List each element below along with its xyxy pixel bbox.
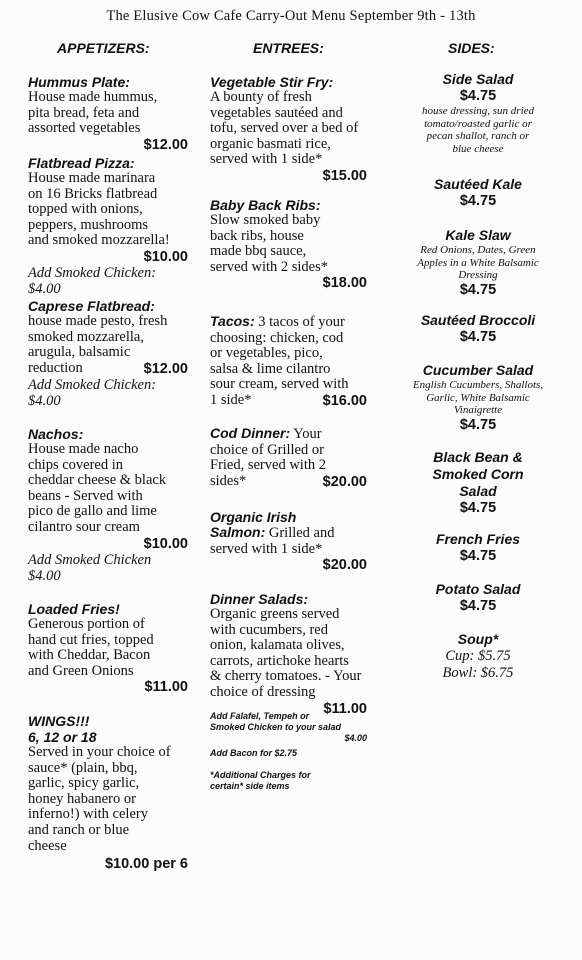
item-desc-line: and smoked mozzarella! bbox=[28, 232, 170, 249]
menu-item-caprese bbox=[28, 298, 188, 409]
item-desc-line: choice of dressing bbox=[210, 683, 316, 700]
item-desc-line: arugula, balsamic bbox=[28, 344, 131, 361]
item-price: $10.00 per 6 bbox=[104, 856, 188, 873]
menu-item-loaded-fries bbox=[28, 601, 188, 695]
item-desc-line: smoked mozzarella, bbox=[28, 328, 144, 345]
charges-note: *Additional Charges for bbox=[210, 770, 311, 780]
item-desc-start: 3 tacos of your bbox=[254, 314, 345, 330]
side-price: $4.75 bbox=[459, 88, 497, 104]
item-name: Vegetable Stir Fry: bbox=[210, 74, 334, 90]
entrees-heading: ENTREES: bbox=[253, 40, 324, 56]
sides-column bbox=[393, 0, 563, 960]
item-desc-line: tofu, served over a bed of bbox=[210, 120, 359, 137]
item-desc-line: peppers, mushrooms bbox=[28, 216, 149, 233]
side-desc-line: tomato/roasted garlic or bbox=[424, 117, 532, 130]
menu-item-stir-fry bbox=[210, 74, 367, 184]
side-name: Kale Slaw bbox=[445, 227, 511, 243]
item-price: $11.00 bbox=[323, 700, 367, 717]
side-price: $4.75 bbox=[459, 329, 497, 345]
side-desc-line: Vinaigrette bbox=[453, 404, 503, 416]
item-desc-line: & cherry tomatoes. - Your bbox=[210, 668, 362, 685]
side-black-bean-salad bbox=[393, 449, 563, 517]
side-french-fries bbox=[393, 531, 563, 565]
item-desc-line: 1 side* bbox=[210, 391, 252, 408]
item-desc-line: or vegetables, pico, bbox=[210, 345, 323, 362]
item-desc-line: served with 2 sides* bbox=[210, 258, 328, 275]
side-desc-line: house dressing, sun dried bbox=[421, 105, 535, 117]
salad-addons bbox=[210, 711, 367, 792]
side-name: Sautéed Kale bbox=[434, 176, 522, 192]
item-price: $12.00 bbox=[143, 136, 188, 153]
item-desc-line: with Cheddar, Bacon bbox=[28, 647, 151, 664]
item-first-line bbox=[210, 525, 367, 542]
addon-text: Add Smoked Chicken: bbox=[28, 264, 157, 281]
item-price: $20.00 bbox=[322, 473, 367, 490]
sides-heading: SIDES: bbox=[448, 40, 495, 56]
item-desc-line: House made marinara bbox=[28, 170, 156, 186]
side-price: $4.75 bbox=[459, 500, 497, 516]
side-name: Cucumber Salad bbox=[422, 362, 534, 378]
side-name: Smoked Corn bbox=[432, 466, 524, 482]
item-name: Flatbread Pizza: bbox=[28, 155, 135, 171]
item-desc-line: cheddar cheese & black bbox=[28, 472, 167, 489]
side-name: Salad bbox=[459, 483, 497, 499]
addon-price: $4.00 bbox=[344, 733, 367, 743]
menu-item-hummus bbox=[28, 74, 188, 153]
item-desc-line: A bounty of fresh bbox=[210, 89, 312, 105]
item-price: $10.00 bbox=[143, 248, 188, 265]
item-price: $12.00 bbox=[143, 360, 188, 377]
item-desc-line: made bbq sauce, bbox=[210, 243, 307, 260]
side-sauteed-kale bbox=[393, 176, 563, 210]
side-price: $4.75 bbox=[459, 281, 497, 298]
side-desc-line: Red Onions, Dates, Green bbox=[420, 244, 536, 256]
item-desc-line: back ribs, house bbox=[210, 227, 304, 244]
menu-item-cod bbox=[210, 426, 367, 490]
item-desc-line: House made hummus, bbox=[28, 89, 158, 105]
side-price: $4.75 bbox=[459, 416, 497, 433]
item-desc-line: served with 1 side* bbox=[210, 540, 323, 557]
item-desc-line: vegetables sautéed and bbox=[210, 104, 343, 121]
item-desc-line: salsa & lime cilantro bbox=[210, 360, 331, 377]
addon-note: Smoked Chicken to your salad bbox=[210, 722, 342, 732]
soup-bowl-price: Bowl: $6.75 bbox=[442, 665, 514, 681]
item-desc-line: garlic, spicy garlic, bbox=[28, 775, 140, 792]
side-price: $4.75 bbox=[459, 598, 497, 614]
item-price: $10.00 bbox=[143, 535, 188, 552]
item-desc-line: chips covered in bbox=[28, 456, 124, 473]
item-desc-line: pita bread, feta and bbox=[28, 104, 140, 121]
menu-item-dinner-salads bbox=[210, 591, 367, 717]
menu-item-ribs bbox=[210, 197, 367, 291]
item-first-line bbox=[210, 426, 367, 443]
appetizers-column bbox=[28, 0, 188, 960]
addon-text: Add Smoked Chicken: bbox=[28, 376, 157, 393]
side-soup bbox=[393, 631, 563, 682]
price-row bbox=[210, 393, 367, 409]
item-desc-line: Served in your choice of bbox=[28, 744, 171, 760]
side-price: $4.75 bbox=[459, 193, 497, 209]
item-first-line bbox=[210, 314, 367, 331]
menu-item-salmon bbox=[210, 509, 367, 573]
side-name: Sautéed Broccoli bbox=[420, 312, 536, 328]
side-desc-line: Dressing bbox=[458, 269, 498, 281]
addon-price: $4.00 bbox=[28, 280, 61, 297]
item-desc-line: and ranch or blue bbox=[28, 821, 130, 838]
item-name: Cod Dinner: bbox=[210, 425, 291, 441]
side-desc-line: Garlic, White Balsamic bbox=[426, 391, 530, 404]
item-desc-line: cilantro sour cream bbox=[28, 518, 140, 535]
item-desc-line: sauce* (plain, bbq, bbox=[28, 759, 138, 776]
appetizers-heading: APPETIZERS: bbox=[57, 40, 150, 56]
item-desc-line: Fried, served with 2 bbox=[210, 457, 326, 474]
item-desc-line: carrots, artichoke hearts bbox=[210, 652, 349, 669]
side-desc-line: pecan shallot, ranch or bbox=[426, 130, 530, 142]
item-name: Caprese Flatbread: bbox=[28, 298, 155, 314]
item-name: Dinner Salads: bbox=[210, 591, 309, 607]
item-price: $20.00 bbox=[322, 557, 367, 574]
item-name: Tacos: bbox=[210, 313, 255, 329]
item-desc-line: inferno!) with celery bbox=[28, 806, 148, 823]
item-desc-line: House made nacho bbox=[28, 441, 139, 457]
item-desc-start: Grilled and bbox=[265, 525, 335, 541]
side-sauteed-broccoli bbox=[393, 312, 563, 346]
item-desc-line: choice of Grilled or bbox=[210, 441, 324, 458]
item-desc-line: onion, kalamata olives, bbox=[210, 637, 345, 654]
item-desc-line: honey habanero or bbox=[28, 790, 136, 807]
item-desc-line: Organic greens served bbox=[210, 606, 340, 622]
item-desc-line: house made pesto, fresh bbox=[28, 313, 168, 329]
item-price: $16.00 bbox=[322, 392, 367, 409]
item-desc-line: served with 1 side* bbox=[210, 151, 323, 168]
item-desc-line: Slow smoked baby bbox=[210, 212, 321, 228]
item-desc-line: Generous portion of bbox=[28, 616, 145, 632]
item-desc-line: beans - Served with bbox=[28, 487, 143, 504]
item-name: Organic Irish bbox=[210, 509, 297, 525]
addon-price: $4.00 bbox=[28, 392, 61, 409]
addon-note: Add Falafel, Tempeh or bbox=[210, 711, 310, 721]
item-name: WINGS!!! bbox=[28, 713, 90, 729]
side-price: $4.75 bbox=[459, 548, 497, 564]
item-name: Loaded Fries! bbox=[28, 601, 120, 617]
side-name: Potato Salad bbox=[435, 581, 521, 597]
item-desc-line: pico de gallo and lime bbox=[28, 503, 157, 520]
side-cucumber-salad bbox=[393, 362, 563, 434]
item-desc-line: topped with onions, bbox=[28, 201, 143, 218]
side-name: Black Bean & bbox=[433, 449, 523, 465]
menu-item-tacos bbox=[210, 314, 367, 409]
side-name: Soup* bbox=[457, 631, 499, 647]
item-name-sizes: 6, 12 or 18 bbox=[28, 729, 97, 745]
item-desc-line: organic basmati rice, bbox=[210, 135, 331, 152]
entrees-column bbox=[210, 0, 367, 960]
item-desc-line: sour cream, served with bbox=[210, 376, 349, 393]
item-desc-line: assorted vegetables bbox=[28, 120, 141, 137]
side-desc-line: blue cheese bbox=[452, 142, 504, 155]
bacon-note: Add Bacon for $2.75 bbox=[210, 748, 298, 758]
price-row bbox=[210, 474, 367, 490]
soup-cup-price: Cup: $5.75 bbox=[445, 648, 511, 664]
item-desc-line: hand cut fries, topped bbox=[28, 631, 154, 648]
side-name: French Fries bbox=[435, 531, 521, 547]
menu-title: The Elusive Cow Cafe Carry-Out Menu September 9th - 13th bbox=[106, 8, 476, 24]
side-name: Side Salad bbox=[442, 71, 514, 87]
item-desc-line: choosing: chicken, cod bbox=[210, 329, 344, 346]
item-desc-start: Your bbox=[290, 426, 322, 442]
item-price: $15.00 bbox=[322, 167, 367, 184]
price-row bbox=[28, 361, 188, 377]
menu-item-nachos bbox=[28, 426, 188, 584]
item-name: Hummus Plate: bbox=[28, 74, 130, 90]
addon-price: $4.00 bbox=[28, 567, 61, 584]
item-desc-line: with cucumbers, red bbox=[210, 621, 328, 638]
item-name-cont: Salmon: bbox=[210, 524, 266, 540]
item-name: Baby Back Ribs: bbox=[210, 197, 321, 213]
menu-item-wings bbox=[28, 713, 188, 872]
side-salad bbox=[393, 71, 563, 155]
item-desc-line: cheese bbox=[28, 837, 67, 854]
item-name: Nachos: bbox=[28, 426, 84, 442]
item-desc-line: reduction bbox=[28, 359, 83, 376]
item-desc-line: and Green Onions bbox=[28, 662, 134, 679]
side-desc-line: English Cucumbers, Shallots, bbox=[412, 379, 544, 391]
side-potato-salad bbox=[393, 581, 563, 615]
menu-item-flatbread bbox=[28, 155, 188, 297]
charges-note: certain* side items bbox=[210, 781, 290, 791]
addon-text: Add Smoked Chicken bbox=[28, 551, 152, 568]
item-desc-line: sides* bbox=[210, 472, 247, 489]
side-kale-slaw bbox=[393, 227, 563, 299]
side-desc-line: Apples in a White Balsamic bbox=[417, 256, 539, 269]
item-desc-line: on 16 Bricks flatbread bbox=[28, 185, 158, 202]
item-price: $11.00 bbox=[144, 679, 188, 696]
item-price: $18.00 bbox=[322, 275, 367, 292]
